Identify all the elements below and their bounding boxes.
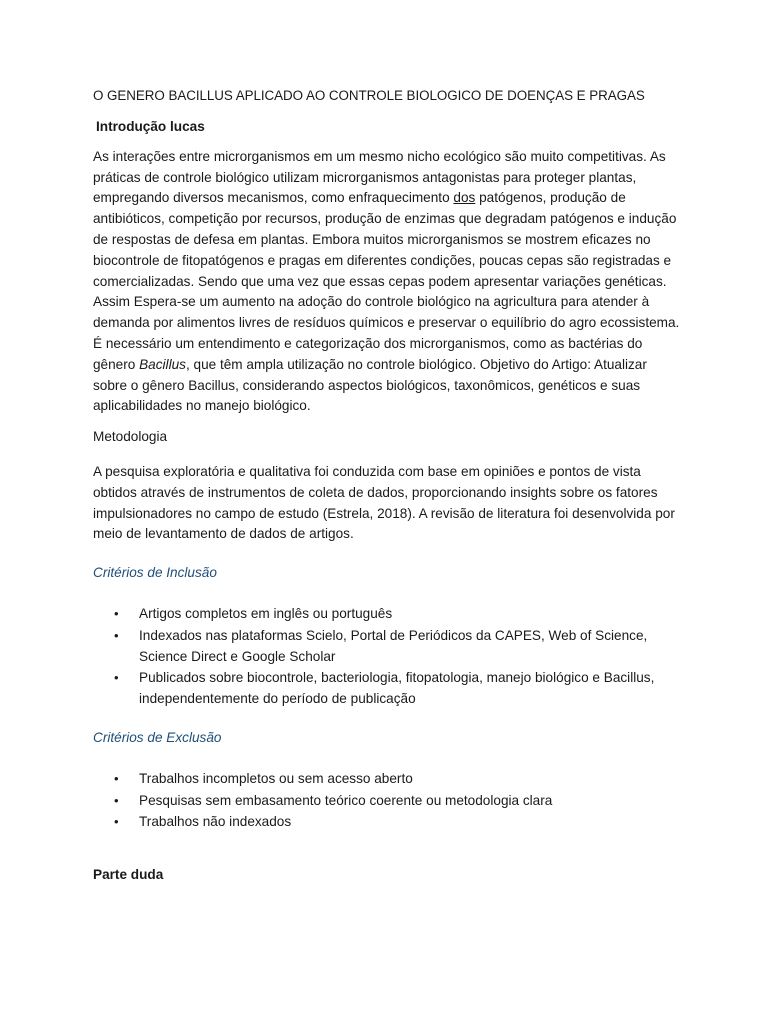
- list-item-text: Trabalhos incompletos ou sem acesso aberto: [139, 770, 413, 786]
- part-heading: Parte duda: [93, 867, 164, 883]
- intro-italic-genus: Bacillus: [139, 356, 186, 372]
- document-page: [93, 86, 683, 886]
- document-title: O GENERO BACILLUS APLICADO AO CONTROLE BIOLOGICO DE DOENÇAS E PRAGAS: [93, 88, 645, 103]
- list-item: [93, 769, 683, 790]
- intro-text-part2: patógenos, produção de antibióticos, competição por recursos, produção de enzimas que degradam patógenos e indução de respostas de defesa em plantas. Embora muitos microrganismos se mostrem eficazes no biocontrole de fitopatógenos e pragas em diferentes condições, poucas cepas são registradas e comercializadas. Sendo que uma vez que essas cepas podem apresentar variações genéticas. Assim Espera-se um aumento na adoção do controle biológico na agricultura para atender à demanda por alimentos livres de resíduos químicos e preservar o equilíbrio do agro ecossistema. É necessário um entendimento e categorização dos microrganismos, como as bactérias do gênero: [93, 190, 680, 372]
- bullet-icon: •: [114, 814, 119, 830]
- methodology-heading: Metodologia: [93, 429, 168, 445]
- list-item-text: Artigos completos em inglês ou português: [139, 605, 393, 621]
- list-item-text: Pesquisas sem embasamento teórico coerente ou metodologia clara: [139, 792, 553, 808]
- inclusion-heading: Critérios de Inclusão: [93, 565, 217, 581]
- inclusion-list: [93, 604, 683, 710]
- intro-text-part3: , que têm ampla utilização no controle biológico. Objetivo do Artigo: Atualizar sobre o gênero Bacillus, considerando aspectos biológicos, taxonômicos, genéticos e suas aplicabilidades no manejo biológico.: [93, 356, 647, 414]
- list-item: [93, 812, 683, 833]
- list-item-text: Indexados nas plataformas Scielo, Portal de Periódicos da CAPES, Web of Science, Science Direct e Google Scholar: [139, 627, 648, 664]
- list-item-text: Trabalhos não indexados: [139, 814, 292, 830]
- intro-paragraph: [93, 147, 683, 417]
- intro-underlined-word: dos: [453, 190, 476, 206]
- intro-text-part1: As interações entre microrganismos em um mesmo nicho ecológico são muito competitivas. As práticas de controle biológico utilizam microrganismos antagonistas para proteger plantas, empregando diversos mecanismos, como enfraquecimento: [93, 148, 666, 206]
- methodology-paragraph: A pesquisa exploratória e qualitativa foi conduzida com base em opiniões e pontos de vista obtidos através de instrumentos de coleta de dados, proporcionando insights sobre os fatores impulsionadores no campo de estudo (Estrela, 2018). A revisão de literatura foi desenvolvida por meio de levantamento de dados de artigos.: [93, 463, 675, 542]
- list-item-text: Publicados sobre biocontrole, bacteriologia, fitopatologia, manejo biológico e Bacillus, independentemente do período de publicação: [139, 670, 655, 707]
- intro-heading: Introdução lucas: [96, 119, 205, 134]
- exclusion-list: [93, 769, 683, 833]
- bullet-icon: •: [114, 605, 119, 621]
- bullet-icon: •: [114, 627, 119, 643]
- bullet-icon: •: [114, 670, 119, 686]
- list-item: [93, 604, 683, 625]
- bullet-icon: •: [114, 770, 119, 786]
- exclusion-heading: Critérios de Exclusão: [93, 729, 222, 745]
- list-item: [93, 668, 683, 710]
- list-item: [93, 626, 683, 668]
- bullet-icon: •: [114, 792, 119, 808]
- list-item: [93, 791, 683, 812]
